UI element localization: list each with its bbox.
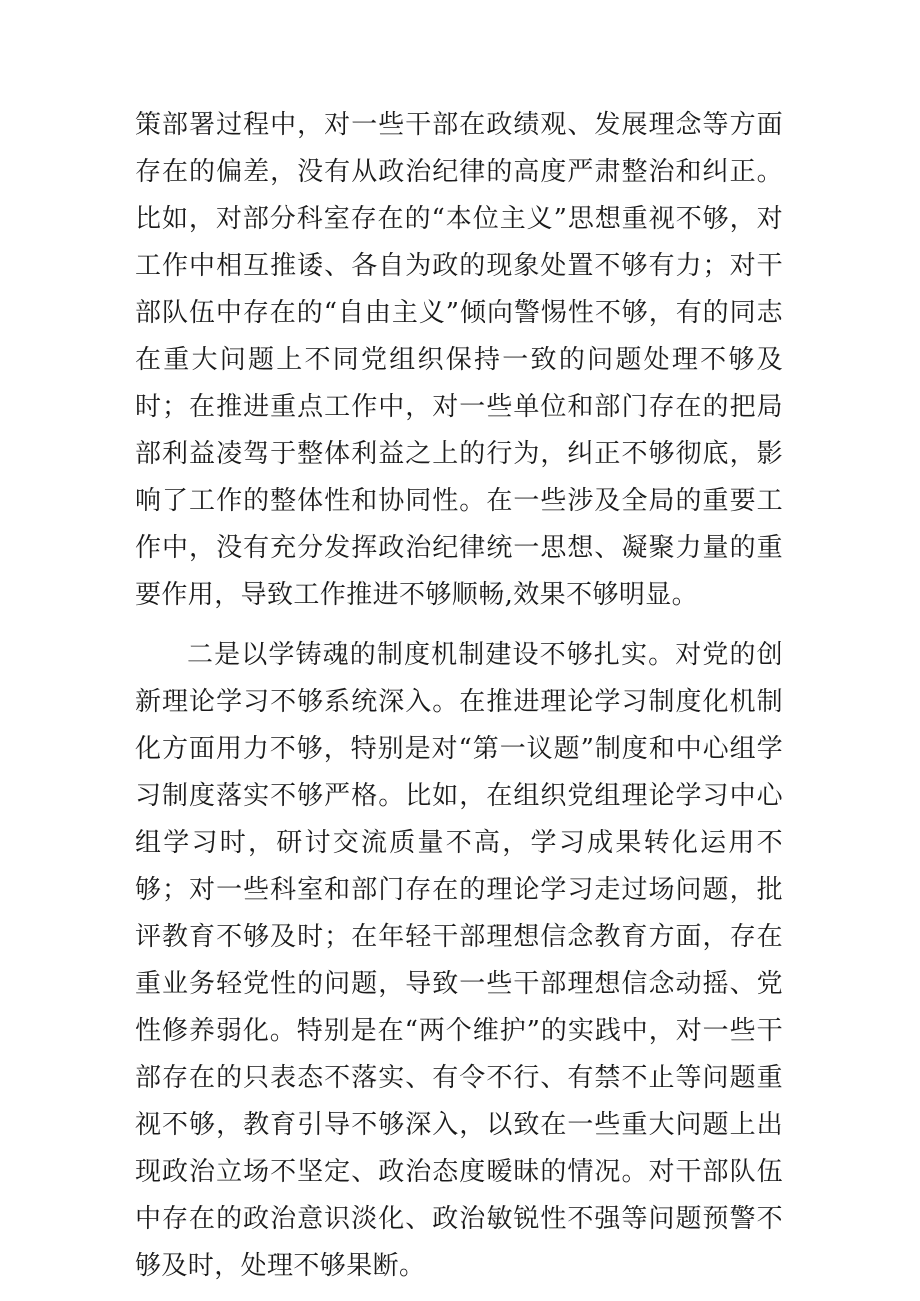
paragraph-continued: 策部署过程中，对一些干部在政绩观、发展理念等方面存在的偏差，没有从政治纪律的高度严肃整治和纠正。比如，对部分科室存在的“本位主义”思想重视不够，对工作中相互推诿、各自为政的现象处置不够有力；对干部队伍中存在的“自由主义”倾向警惕性不够，有的同志在重大问题上不同党组织保持一致的问题处理不够及时；在推进重点工作中，对一些单位和部门存在的把局部利益凌驾于整体利益之上的行为，纠正不够彻底，影响了工作的整体性和协同性。在一些涉及全局的重要工作中，没有充分发挥政治纪律统一思想、凝聚力量的重要作用，导致工作推进不够顺畅,效果不够明显。 xyxy=(135,110,783,610)
paragraph-section-two: 二是以学铸魂的制度机制建设不够扎实。对党的创新理论学习不够系统深入。在推进理论学习制度化机制化方面用力不够，特别是对“第一议题”制度和中心组学习制度落实不够严格。比如，在组织党组理论学习中心组学习时，研讨交流质量不高，学习成果转化运用不够；对一些科室和部门存在的理论学习走过场问题，批评教育不够及时；在年轻干部理想信念教育方面，存在重业务轻党性的问题，导致一些干部理想信念动摇、党性修养弱化。特别是在“两个维护”的实践中，对一些干部存在的只表态不落实、有令不行、有禁不止等问题重视不够，教育引导不够深入，以致在一些重大问题上出现政治立场不坚定、政治态度暧昧的情况。对干部队伍中存在的政治意识淡化、政治敏锐性不强等问题预警不够及时，处理不够果断。 xyxy=(135,640,783,1281)
document-body xyxy=(135,102,783,1290)
